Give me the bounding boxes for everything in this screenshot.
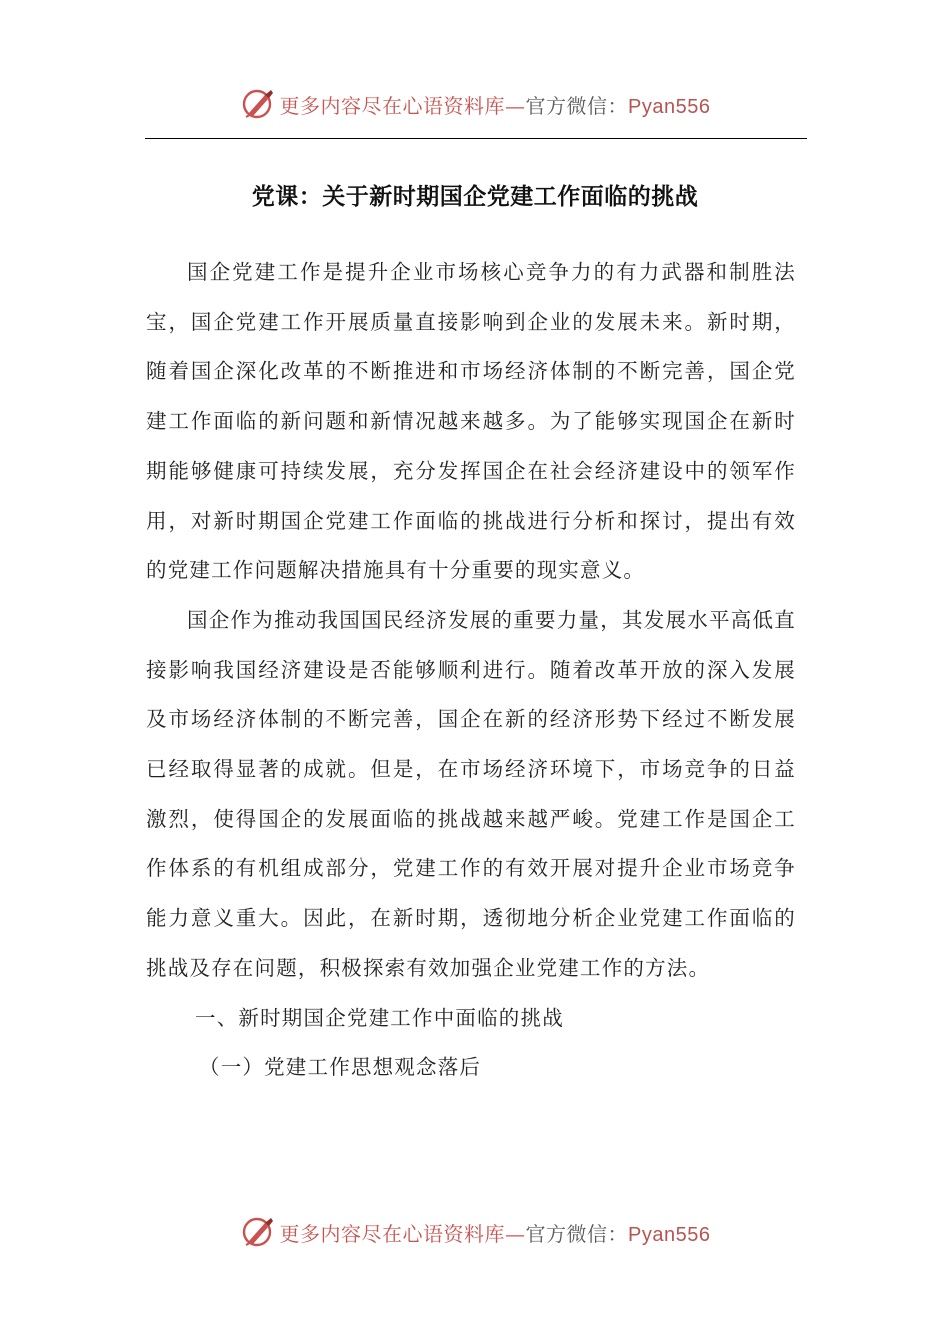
document-title: 党课：关于新时期国企党建工作面临的挑战 bbox=[251, 184, 699, 210]
footer-brand-text: 更多内容尽在心语资料库 bbox=[279, 1221, 506, 1246]
footer-wechat-id: Pyan556 bbox=[628, 1223, 711, 1246]
header-wechat-id: Pyan556 bbox=[628, 95, 711, 118]
paragraph-2: 国企作为推动我国国民经济发展的重要力量，其发展水平高低直接影响我国经济建设是否能够顺利进行。随着改革开放的深入发展及市场经济体制的不断完善，国企在新的经济形势下经过不断发展已经取得显著的成就。但是，在市场经济环境下，市场竞争的日益激烈，使得国企的发展面临的挑战越来越严峻。党建工作是国企工作体系的有机组成部分，党建工作的有效开展对提升企业市场竞争能力意义重大。因此，在新时期，透彻地分析企业党建工作面临的挑战及存在问题，积极探索有效加强企业党建工作的方法。 bbox=[146, 607, 796, 980]
section-heading-1: 一、新时期国企党建工作中面临的挑战 bbox=[195, 1005, 564, 1030]
footer-dash: — bbox=[505, 1221, 526, 1246]
subsection-heading-1: （一）党建工作思想观念落后 bbox=[199, 1055, 482, 1080]
header-banner bbox=[0, 84, 950, 124]
header-brand-text: 更多内容尽在心语资料库 bbox=[279, 93, 506, 118]
document-body bbox=[146, 248, 796, 1093]
header-dash: — bbox=[505, 93, 526, 118]
footer-brand-line bbox=[280, 1218, 711, 1247]
header-wechat-label: 官方微信： bbox=[525, 93, 629, 118]
header-brand-line bbox=[280, 90, 711, 119]
pen-nib-logo-icon bbox=[240, 86, 276, 122]
header-divider bbox=[145, 138, 807, 139]
footer-banner bbox=[0, 1212, 950, 1252]
pen-nib-logo-icon bbox=[240, 1214, 276, 1250]
footer-wechat-label: 官方微信： bbox=[525, 1221, 629, 1246]
paragraph-1: 国企党建工作是提升企业市场核心竞争力的有力武器和制胜法宝，国企党建工作开展质量直接影响到企业的发展未来。新时期，随着国企深化改革的不断推进和市场经济体制的不断完善，国企党建工作面临的新问题和新情况越来越多。为了能够实现国企在新时期能够健康可持续发展，充分发挥国企在社会经济建设中的领军作用，对新时期国企党建工作面临的挑战进行分析和探讨，提出有效的党建工作问题解决措施具有十分重要的现实意义。 bbox=[146, 260, 796, 583]
